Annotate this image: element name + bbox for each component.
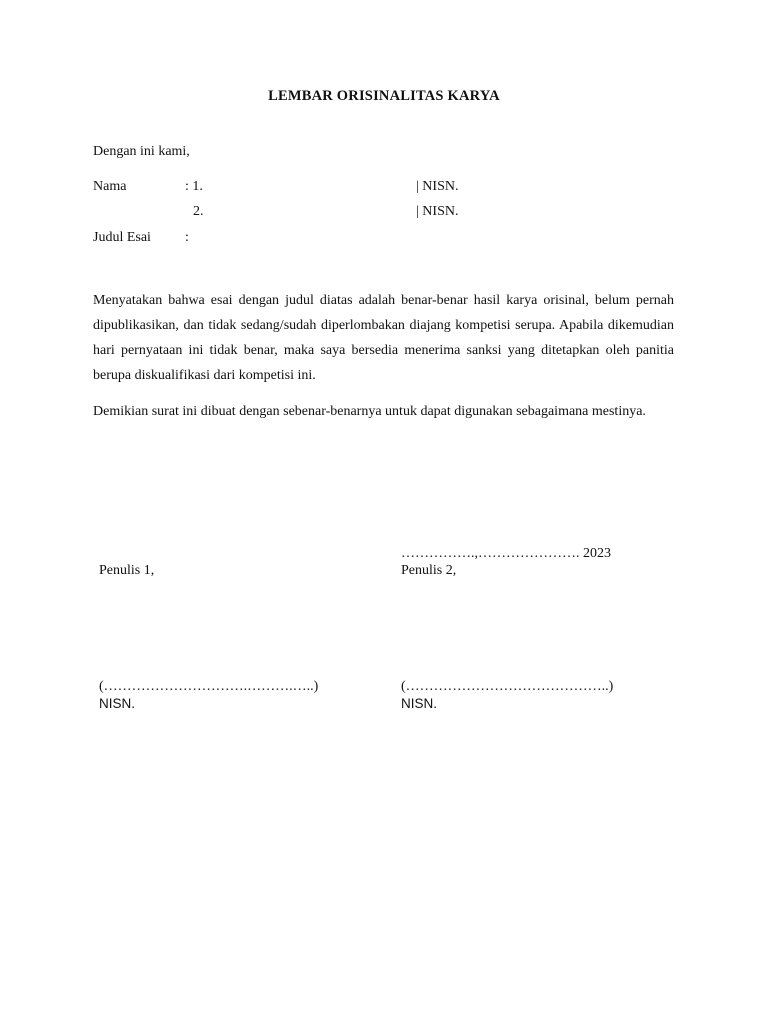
writer-2-name-line: (……………………………………..) xyxy=(401,679,614,694)
closing-paragraph: Demikian surat ini dibuat dengan sebenar-benarnya untuk dapat digunakan sebagaimana mestinya. xyxy=(93,404,646,419)
intro-text: Dengan ini kami, xyxy=(93,144,190,159)
judul-colon: : xyxy=(185,230,189,245)
nisn-field-2: | NISN. xyxy=(416,204,459,219)
judul-label: Judul Esai xyxy=(93,230,151,245)
writer-2-label: Penulis 2, xyxy=(401,563,457,578)
document-title: LEMBAR ORISINALITAS KARYA xyxy=(268,88,500,104)
writer-1-nisn: NISN. xyxy=(99,696,136,711)
writer-1-label: Penulis 1, xyxy=(99,563,155,578)
writer-1-name-line: (………………………….……….…..) xyxy=(99,679,319,694)
place-date-line: …………….,…………………. 2023 xyxy=(401,546,611,561)
nama-label: Nama xyxy=(93,179,127,194)
nama-item-1: : 1. xyxy=(185,179,203,194)
writer-2-nisn: NISN. xyxy=(401,696,438,711)
statement-paragraph: Menyatakan bahwa esai dengan judul diatas adalah benar-benar hasil karya orisinal, belum pernah dipublikasikan, dan tidak sedang/sudah diperlombakan diajang kompetisi serupa. Apabila dikemudian hari pernyataan ini tidak benar, maka saya bersedia menerima sanksi yang ditetapkan oleh panitia berupa diskualifikasi dari kompetisi ini. xyxy=(93,293,674,383)
nisn-field-1: | NISN. xyxy=(416,179,459,194)
nama-item-2: 2. xyxy=(193,204,204,219)
